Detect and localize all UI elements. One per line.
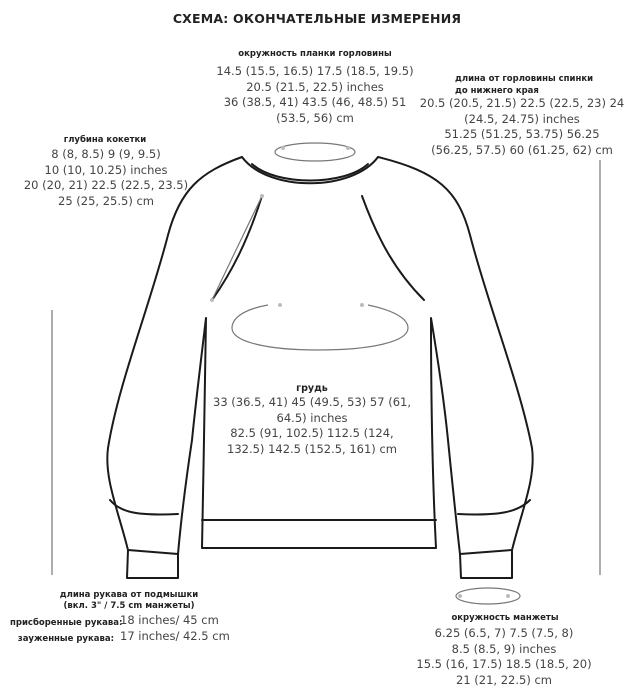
chest-values: 33 (36.5, 41) 45 (49.5, 53) 57 (61, 64.5) inches 82.5 (91, 102.5) 112.5 (124, 132.5) 142.5 (152.5, 161) cm xyxy=(213,395,411,456)
cuff-measure-ellipse xyxy=(456,588,520,604)
page-title: СХЕМА: ОКОНЧАТЕЛЬНЫЕ ИЗМЕРЕНИЯ xyxy=(172,11,462,26)
yoke-values: 8 (8, 8.5) 9 (9, 9.5) 10 (10, 10.25) inches 20 (20, 21) 22.5 (22.5, 23.5) 25 (25, 25.5) cm xyxy=(23,147,189,208)
fitted-sleeve-label: присборенные рукава: xyxy=(10,618,123,628)
neck-values: 14.5 (15.5, 16.5) 17.5 (18.5, 19.5) 20.5 (21.5, 22.5) inches 36 (38.5, 41) 43.5 (46, 48.5) 51 (53.5, 56) cm xyxy=(216,64,414,125)
cuff-label: окружность манжеты xyxy=(451,613,559,623)
yoke-depth-line xyxy=(212,196,262,300)
sleeve-length-label: длина рукава от подмышки (вкл. 3" / 7.5 cm манжеты) xyxy=(59,590,199,611)
left-sleeve-gather xyxy=(110,500,178,514)
sweater-body xyxy=(107,157,532,554)
neck-measure-ellipse xyxy=(275,143,355,161)
neckband-inner xyxy=(252,164,368,181)
yoke-label: глубина кокетки xyxy=(63,135,147,145)
fitted-sleeve-value: 18 inches/ 45 cm xyxy=(120,613,219,627)
cuff-values: 6.25 (6.5, 7) 7.5 (7.5, 8) 8.5 (8.5, 9) inches 15.5 (16, 17.5) 18.5 (18.5, 20) 21 (21, 22.5) cm xyxy=(416,626,592,687)
tapered-sleeve-value: 17 inches/ 42.5 cm xyxy=(120,629,230,643)
back-length-label: длина от горловины спинки до нижнего края xyxy=(455,74,594,96)
back-length-values: 20.5 (20.5, 21.5) 22.5 (22.5, 23) 24 (24.5, 24.75) inches 51.25 (51.25, 53.75) 56.25 (56.25, 57.5) 60 (61.25, 62) cm xyxy=(419,96,625,157)
neck-label: окружность планки горловины xyxy=(238,49,392,59)
chest-label: грудь xyxy=(296,383,328,394)
right-sleeve-gather xyxy=(458,500,530,514)
tapered-sleeve-label: зауженные рукава: xyxy=(17,634,114,644)
raglan-seam-right xyxy=(362,196,424,300)
chest-measure-ellipse xyxy=(232,305,408,350)
